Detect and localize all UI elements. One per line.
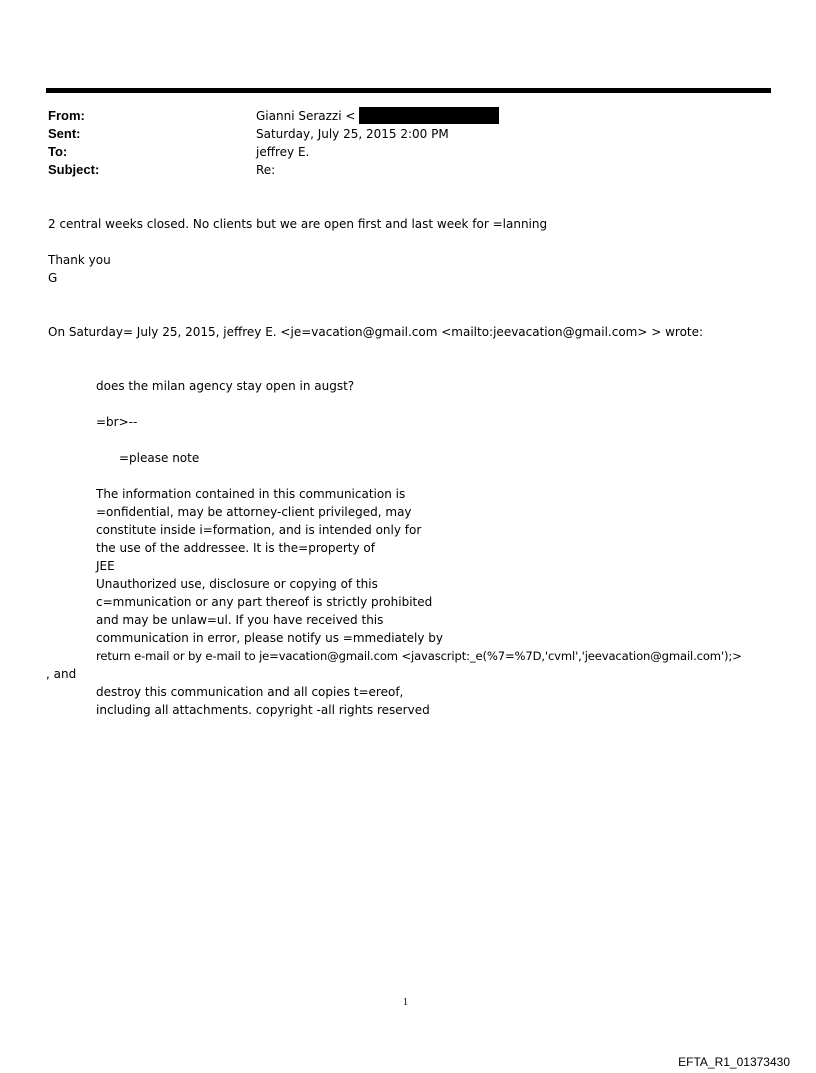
to-label: To: [48,144,68,159]
disclaimer-line: The information contained in this communication is [96,487,406,501]
subject-value: Re: [256,163,276,177]
disclaimer-line: communication in error, please notify us =mmediately by [96,631,443,645]
header-divider [46,88,771,93]
sender-name: Gianni Serazzi < [256,109,356,123]
signoff-line: G [48,271,58,285]
to-value: jeffrey E. [256,145,310,159]
document-id: EFTA_R1_01373430 [678,1055,790,1069]
disclaimer-line: =onfidential, may be attorney-client privileged, may [96,505,412,519]
disclaimer-line: Unauthorized use, disclosure or copying of this [96,577,378,591]
reply-line: 2 central weeks closed. No clients but we are open first and last week for =lanning [48,217,548,231]
redaction-box [359,107,499,124]
quoted-br-tag: =br>-- [96,415,138,429]
disclaimer-line: and may be unlaw=ul. If you have received this [96,613,384,627]
thanks-line: Thank you [48,253,111,267]
disclaimer-line: constitute inside i=formation, and is intended only for [96,523,422,537]
sent-value: Saturday, July 25, 2015 2:00 PM [256,127,449,141]
disclaimer-line: destroy this communication and all copies t=ereof, [96,685,404,699]
disclaimer-line: including all attachments. copyright -all rights reserved [96,703,430,717]
from-value [256,107,499,125]
and-fragment: , and [46,667,77,681]
disclaimer-line: the use of the addressee. It is the=property of [96,541,375,555]
sent-label: Sent: [48,126,81,141]
page-number: 1 [403,997,408,1008]
subject-label: Subject: [48,162,100,177]
please-note: =please note [119,451,200,465]
quoted-question: does the milan agency stay open in augst? [96,379,355,393]
disclaimer-line: JEE [96,559,115,573]
from-label: From: [48,108,85,123]
disclaimer-line: return e-mail or by e-mail to je=vacation@gmail.com <javascript:_e(%7=%7D,'cvml','jeevacation@gmail.com');> [96,649,742,663]
quote-intro: On Saturday= July 25, 2015, jeffrey E. <je=vacation@gmail.com <mailto:jeevacation@gmail.com> > wrote: [48,325,704,339]
disclaimer-line: c=mmunication or any part thereof is strictly prohibited [96,595,433,609]
